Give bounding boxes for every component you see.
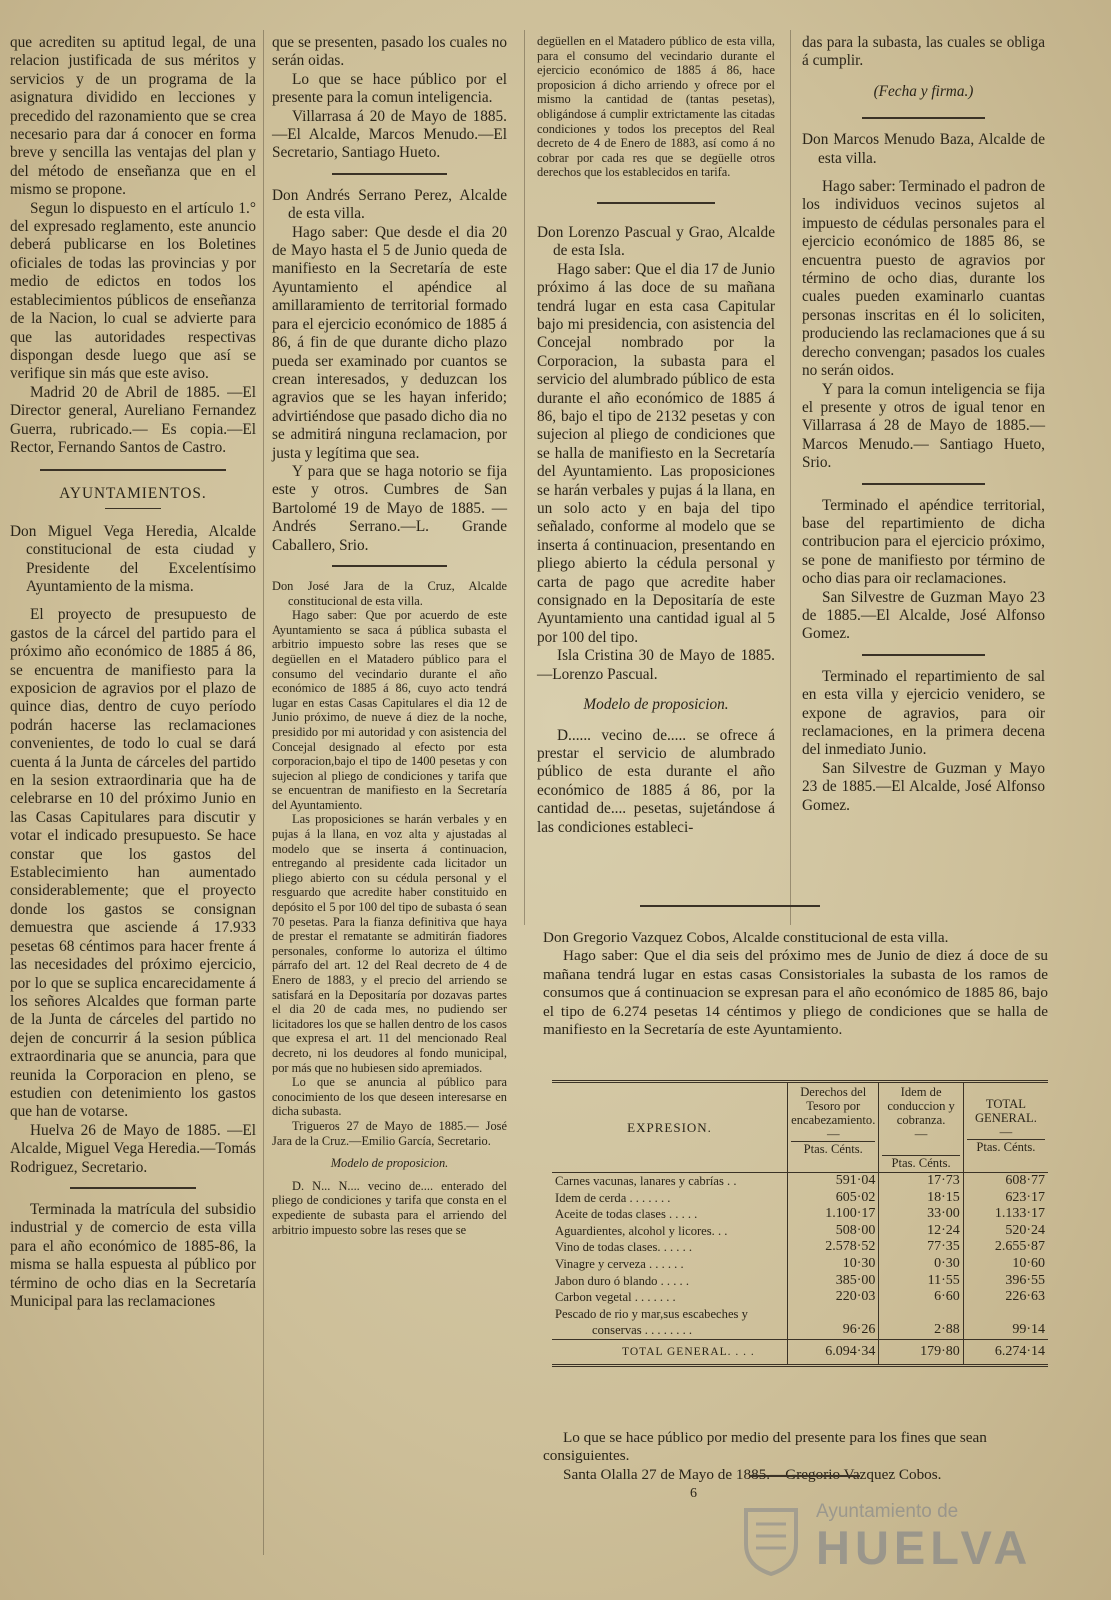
paragraph: degüellen en el Matadero público de esta villa, para el consumo del vecindario durante el ejercicio económico de 1885 á 86, hace proposicion á dicho arriendo y ofrece por el mismo la cantidad de (tantas pesetas), obligándose á cumplir extrictamente las citadas condiciones y todos los preceptos del Real decreto de 4 de Enero de 1883, así como á no cobrar por cada res que se degüelle otros derechos que los establecidos en tarifa. <box>537 34 775 180</box>
watermark-logo: Ayuntamiento de HUELVA <box>816 1501 1033 1574</box>
table-header-row <box>552 1082 1048 1173</box>
header-conduction: Idem de conduccion y cobranza. — Ptas. Cénts. <box>879 1082 963 1173</box>
mayor-title: Don Miguel Vega Heredia, Alcalde constitucional de esta ciudad y Presidente del Excelentísimo Ayuntamiento de la misma. <box>10 522 256 595</box>
model-heading: Modelo de proposicion. <box>330 1156 449 1171</box>
signature-paragraph: San Silvestre de Guzman Mayo 23 de 1885.—El Alcalde, José Alfonso Gomez. <box>802 588 1045 643</box>
mayor-title: Don Gregorio Vazquez Cobos, Alcalde constitucional de esta villa. <box>543 929 949 946</box>
section-separator <box>70 1187 196 1189</box>
column-1 <box>10 34 256 1311</box>
signature-paragraph: Huelva 26 de Mayo de 1885. —El Alcalde, Miguel Vega Heredia.—Tomás Rodriguez, Secretario. <box>10 1121 256 1176</box>
table-row: Carnes vacunas, lanares y cabrías . . 591·04 17·73 608·77 <box>552 1173 1048 1190</box>
page-number: 6 <box>690 1486 697 1501</box>
column-divider <box>263 30 264 1555</box>
mayor-title: Don José Jara de la Cruz, Alcalde constitucional de esta villa. <box>272 578 507 608</box>
section-heading: AYUNTAMIENTOS. <box>59 485 207 503</box>
section-separator <box>750 1475 860 1477</box>
section-separator <box>640 905 820 907</box>
paragraph: das para la subasta, las cuales se obliga á cumplir. <box>802 34 1045 70</box>
column-4 <box>802 34 1045 815</box>
paragraph: Terminado el repartimiento de sal en esta villa y ejercicio venidero, se expone de agravios, para oir reclamaciones, en la primera decena del inmediato Junio. <box>802 667 1045 759</box>
section-separator <box>597 202 715 204</box>
table-total-row: TOTAL GENERAL. . . . 6.094·34 179·80 6.274·14 <box>552 1339 1048 1365</box>
table-row: Jabon duro ó blando . . . . . 385·00 11·55 396·55 <box>552 1273 1048 1290</box>
model-heading: Modelo de proposicion. <box>583 696 729 714</box>
paragraph: Lo que se hace público por medio del presente para los fines que sean consiguientes. <box>543 1429 987 1465</box>
table-row: Vino de todas clases. . . . . . 2.578·52 77·35 2.655·87 <box>552 1239 1048 1256</box>
signature-paragraph: Y para que se haga notorio se fija este y otros. Cumbres de San Bartolomé 19 de Mayo de 1885. —Andrés Serrano.—L. Grande Caballero, Srio. <box>272 462 507 554</box>
table-row: Pescado de rio y mar,sus escabeches y <box>552 1306 1048 1323</box>
paragraph: Hago saber: Terminado el padron de los individuos vecinos sujetos al impuesto de cédulas personales para el ejercicio económico de 1885 86, se encuentra puesto de agravios por término de ocho dias, durante los cuales pueden examinarlo cuantas personas inscritas en él lo soliciten, produciendo las reclamaciones que á su derecho convengan; pasados los cuales no serán oidos. <box>802 178 1045 380</box>
section-separator <box>332 173 447 175</box>
column-divider <box>790 30 791 925</box>
section-separator <box>332 565 447 567</box>
paragraph: Lo que se hace público por el presente para la comun inteligencia. <box>272 70 507 107</box>
column-divider <box>524 30 525 925</box>
signature-paragraph: Santa Olalla 27 de Mayo de 1885.—Gregorio Vazquez Cobos. <box>563 1465 942 1483</box>
header-expresion: EXPRESION. <box>627 1119 712 1135</box>
wide-notice <box>543 929 1048 1039</box>
mayor-title: Don Marcos Menudo Baza, Alcalde de esta villa. <box>802 131 1045 167</box>
city-seal-icon <box>742 1504 800 1576</box>
signature-paragraph: San Silvestre de Guzman y Mayo 23 de 1885.—El Alcalde, José Alfonso Gomez. <box>802 759 1045 814</box>
table-row: Aguardientes, alcohol y licores. . . 508·00 12·24 520·24 <box>552 1223 1048 1240</box>
signature-paragraph: Madrid 20 de Abril de 1885. —El Director general, Aureliano Fernandez Guerra, rubricado.— Es copia.—El Rector, Fernando Santos de Castro. <box>10 383 256 456</box>
header-treasury: Derechos del Tesoro por encabezamiento. — Ptas. Cénts. <box>788 1082 879 1173</box>
date-signature-note: (Fecha y firma.) <box>873 82 974 100</box>
section-separator <box>862 654 985 656</box>
section-separator <box>862 117 985 119</box>
section-separator <box>40 469 226 471</box>
header-total: TOTAL GENERAL. — Ptas. Cénts. <box>963 1082 1048 1173</box>
paragraph: Las proposiciones se harán verbales y en pujas á la llana, en voz alta y ajustadas al modelo que se inserta á continuacion, entregando al presidente cada licitador un pliego abierto con su cédula personal y el resguardo que acredite haber constituido en depósito el 5 por 100 del tipo de subasta ó sean 70 pesetas. Para la fianza definitiva que haya de prestar el rematante se admitirán fiadores personales, conforme lo autoriza el último párrafo del art. 12 del Real decreto de 4 de Enero de 1883, y el precio del arriendo se satisfará en la Depositaría por dozavas partes el dia 20 de cada mes, no pudiendo ser licitadores los que se hallen dentro de los casos que expresa el art. 11 del mencionado Real decreto, ni los deudores al fondo municipal, por más que no hubiesen sido apremiados. <box>272 812 507 1075</box>
paragraph: El proyecto de presupuesto de gastos de la cárcel del partido para el próximo año económico de 1885 á 86, se encuentra de manifiesto para la exposicion de agravios por el plazo de quince dias, dentro de cuyo período podrán hacerse las reclamaciones convenientes, de todo lo cual se dará cuenta á la Junta de cárceles del partido en la sesion extraordinaria que ha de celebrarse en 10 del próximo Junio en las Casas Capitulares para discutir y votar el indicado presupuesto. Se hace constar que los gastos del Establecimiento han aumentado considerablemente; que el proyecto donde los gastos se consignan demuestra que asciende á 17.933 pesetas 68 céntimos para hacer frente á las necesidades del próximo ejercicio, por lo que se suplica encarecidamente á los señores Alcaldes que forman parte de la Junta de cárceles del partido no dejen de concurrir á la sesion pública extraordinaria que se anuncia, para que reunida la Corporacion en pleno, se estudien con detenimiento los gastos que han de votarse. <box>10 606 256 1121</box>
paragraph: D...... vecino de..... se ofrece á prestar el servicio de alumbrado público de esta durante el año económico de 1885 á 86, por la cantidad de.... pesetas, sujetándose á las condiciones estableci- <box>537 726 775 836</box>
signature-paragraph: Villarrasa á 20 de Mayo de 1885.—El Alcalde, Marcos Menudo.—El Secretario, Santiago Hueto. <box>272 107 507 162</box>
signature-paragraph: Trigueros 27 de Mayo de 1885.— José Jara de la Cruz.—Emilio García, Secretario. <box>272 1118 507 1148</box>
paragraph: que se presenten, pasado los cuales no serán oidas. <box>272 34 507 70</box>
table-row: Carbon vegetal . . . . . . . 220·03 6·60 226·63 <box>552 1289 1048 1306</box>
table-row: Vinagre y cerveza . . . . . . 10·30 0·30 10·60 <box>552 1256 1048 1273</box>
paragraph: que acrediten su aptitud legal, de una relacion justificada de sus méritos y servicios y de un programa de la asignatura dividido en lecciones y precedido del razonamiento que se crea necesario para dar á conocer en forma breve y sencilla las ventajas del plan y del método de enseñanza que en el mismo se propone. <box>10 34 256 199</box>
section-separator <box>862 483 985 485</box>
mayor-title: Don Andrés Serrano Perez, Alcalde de esta villa. <box>272 186 507 223</box>
table-row: conservas . . . . . . . . 96·26 2·88 99·14 <box>552 1322 1048 1339</box>
paragraph: Hago saber: Que desde el dia 20 de Mayo hasta el 5 de Junio queda de manifiesto en la Secretaría de este Ayuntamiento el apéndice al amillaramiento de territorial formado para el ejercicio económico de 1885 á 86, á fin de que durante dicho plazo pueda ser examinado por cuantos se crean interesados, y deduzcan los agravios que se les hayan inferido; advirtiéndose que pasado dicho dia no se admitirá ninguna reclamacion, por justa y legítima que sea. <box>272 223 507 462</box>
paragraph: Terminada la matrícula del subsidio industrial y de comercio de esta villa para el año económico de 1885-86, la misma se halla espuesta al público por término de ocho dias en la Secretaría Municipal para las reclamaciones <box>10 1200 256 1310</box>
signature-paragraph: Y para la comun inteligencia se fija el presente y otros de igual tenor en Villarrasa á 28 de Mayo de 1885.—Marcos Menudo.— Santiago Hueto, Srio. <box>802 380 1045 472</box>
paragraph: Terminado el apéndice territorial, base del repartimiento de dicha contribucion para el ejercicio próximo, se pone de manifiesto por término de ocho dias para oir reclamaciones. <box>802 496 1045 588</box>
table-row: Idem de cerda . . . . . . . 605·02 18·15 623·17 <box>552 1190 1048 1207</box>
paragraph: D. N... N.... vecino de.... enterado del pliego de condiciones y tarifa que consta en el expediente de subasta para el arriendo del arbitrio impuesto sobre las reses que se <box>272 1178 507 1237</box>
paragraph: Hago saber: Que el dia 17 de Junio próximo á las doce de su mañana tendrá lugar en esta casa Capitular bajo mi presidencia, con asistencia del Concejal nombrado por la Corporacion, la subasta para el servicio del alumbrado público de esta durante el año económico de 1885 á 86, bajo el tipo de 2132 pesetas y con sujecion al pliego de condiciones que se halla de manifiesto en la Secretaría del Ayuntamiento. Las proposiciones se harán verbales y pujas á la llana, en un solo acto y en baja del tipo señalado, conforme al modelo que se inserta á continuacion, presentando en pliego abierto la cédula personal y carta de pago que acredite haber consignado en la Depositaría de este Ayuntamiento una cantidad igual al 5 por 100 del tipo. <box>537 260 775 646</box>
paragraph: Hago saber: Que el dia seis del próximo mes de Junio de diez á doce de su mañana tendrá lugar en estas casas Consistoriales la subasta de los ramos de consumos que á continuacion se expresan para el año económico de 1885 86, bajo el tipo de 6.274 pesetas 14 céntimos y pliego de condiciones que se halla de manifiesto en la Secretaría de este Ayuntamiento. <box>543 947 1048 1039</box>
signature-paragraph: Isla Cristina 30 de Mayo de 1885.—Lorenzo Pascual. <box>537 647 775 683</box>
consumption-tax-table <box>552 1080 1048 1367</box>
paragraph: Lo que se anuncia al público para conocimiento de los que deseen interesarse en dicha subasta. <box>272 1075 507 1119</box>
table-row: Aceite de todas clases . . . . . 1.100·17 33·00 1.133·17 <box>552 1206 1048 1223</box>
column-3 <box>537 34 775 837</box>
paragraph: Hago saber: Que por acuerdo de este Ayuntamiento se saca á pública subasta el arbitrio impuesto sobre las reses que se degüellen en el Matadero público para el consumo del vecindario durante el año económico de 1885 á 86, cuyo acto tendrá lugar en estas Casas Capitulares el dia 12 de Junio próximo, de nueve á diez de la noche, presidido por mi autoridad y con asistencia del Concejal designado al efecto por esta corporacion,bajo el tipo de 1400 pesetas y con sujecion al pliego de condiciones y tarifa que se encuentran de manifiesto en la Secretaría del Ayuntamiento. <box>272 608 507 812</box>
heading-rule <box>105 508 161 509</box>
paragraph: Segun lo dispuesto en el artículo 1.° del expresado reglamento, este anuncio deberá publicarse en los Boletines oficiales de todas las provincias y por medio de edictos en todos los establecimientos públicos de enseñanza de la Nacion, lo cual se advierte para que las autoridades respectivas dispongan desde luego que así se verifique sin más que este aviso. <box>10 199 256 383</box>
mayor-title: Don Lorenzo Pascual y Grao, Alcalde de esta Isla. <box>537 223 775 260</box>
column-2 <box>272 34 507 1237</box>
